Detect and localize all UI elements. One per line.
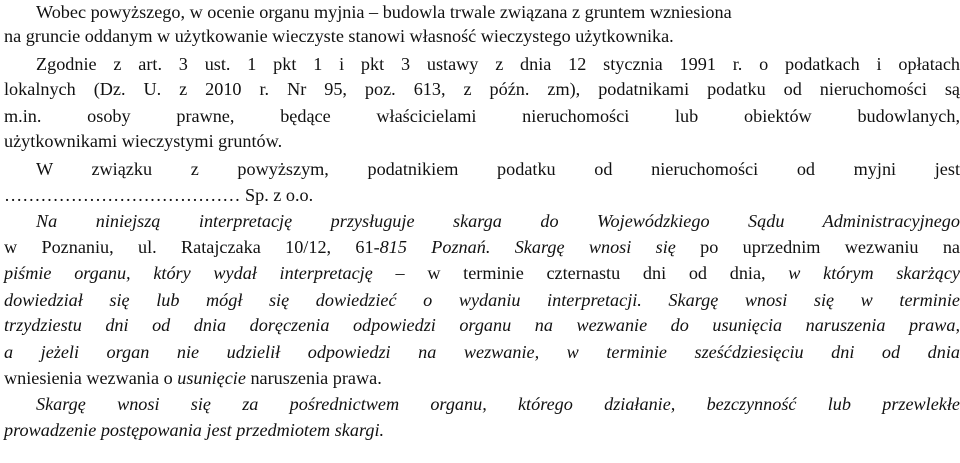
- paragraph-line: prowadzenie postępowania jest przedmiotem skargi.: [4, 420, 385, 440]
- paragraph-line: Skargę wnosi się za pośrednictwem organu, którego działanie, bezczynność lub przewlekłe: [36, 394, 960, 414]
- paragraph-line: W związku z powyższym, podatnikiem podatku od nieruchomości od myjni jest: [36, 159, 960, 179]
- paragraph-line: piśmie organu, który wydał interpretację – w terminie czternastu dni od dnia, w którym skarżący: [4, 263, 960, 283]
- paragraph-line: dowiedział się lub mógł się dowiedzieć o wydaniu interpretacji. Skargę wnosi się w terminie: [4, 290, 960, 310]
- paragraph-line: użytkownikami wieczystymi gruntów.: [4, 131, 283, 151]
- paragraph-line: na gruncie oddanym w użytkowanie wieczyste stanowi własność wieczystego użytkownika.: [4, 26, 674, 46]
- paragraph-line: Zgodnie z art. 3 ust. 1 pkt 1 i pkt 3 ustawy z dnia 12 stycznia 1991 r. o podatkach i opłatach: [36, 54, 960, 74]
- paragraph-line: trzydziestu dni od dnia doręczenia odpowiedzi organu na wezwanie do usunięcia naruszenia prawa,: [4, 315, 960, 335]
- paragraph-line: lokalnych (Dz. U. z 2010 r. Nr 95, poz. 613, z późn. zm), podatnikami podatku od nieruchomości są: [4, 79, 960, 99]
- paragraph-line: Na niniejszą interpretację przysługuje skarga do Wojewódzkiego Sądu Administracyjnego: [36, 211, 960, 231]
- paragraph-line: Wobec powyższego, w ocenie organu myjnia – budowla trwale związana z gruntem wzniesiona: [36, 2, 732, 22]
- paragraph-line: m.in. osoby prawne, będące właścicielami nieruchomości lub obiektów budowlanych,: [4, 106, 960, 126]
- paragraph-line: ………………………………… Sp. z o.o.: [4, 185, 314, 205]
- paragraph-line: a jeżeli organ nie udzielił odpowiedzi na wezwanie, w terminie sześćdziesięciu dni od dnia: [4, 342, 960, 362]
- paragraph-line: w Poznaniu, ul. Ratajczaka 10/12, 61-815 Poznań. Skargę wnosi się po uprzednim wezwaniu na: [4, 237, 960, 257]
- paragraph-line: wniesienia wezwania o usunięcie naruszenia prawa.: [4, 368, 382, 388]
